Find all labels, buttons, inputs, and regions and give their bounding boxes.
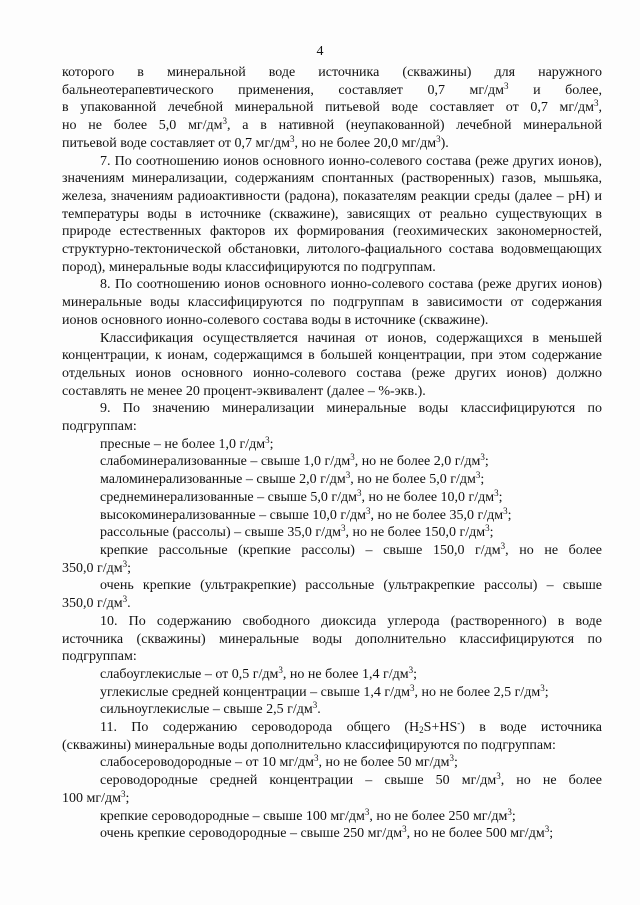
superscript: 3	[365, 505, 371, 516]
text-line: (скважины) минеральные воды дополнительно классифицируются по подгруппам:	[62, 737, 556, 753]
list-item: пресные – не более 1,0 $г/дм^3$;	[100, 434, 274, 452]
h2s-list	[62, 754, 602, 772]
superscript: 3	[503, 505, 508, 516]
superscript: 3	[120, 788, 126, 799]
superscript: 3	[290, 133, 295, 144]
subscript: 2	[419, 725, 424, 736]
superscript: 3	[504, 80, 509, 91]
superscript: 3	[356, 487, 362, 498]
list-item: сильноуглекислые – свыше 2,5 $г/дм^3$.	[100, 700, 321, 718]
superscript: 3	[475, 470, 481, 481]
superscript: 3	[122, 558, 128, 569]
list-item: крепкие сероводородные – свыше 100 $мг/дм^3$, но не более 250 $мг/дм^3$;	[100, 806, 516, 824]
mineralization-list	[62, 436, 602, 542]
superscript: 3	[122, 594, 128, 605]
text-line: сероводородные средней концентрации – свыше 50 $мг/дм^3$, но не более	[100, 771, 602, 789]
text-line: но не более 5,0 $мг/дм^3$, а в нативной (неупакованной) лечебной минеральной	[62, 116, 602, 134]
superscript: 3	[345, 470, 351, 481]
superscript: 3	[222, 116, 228, 127]
document-body	[62, 64, 602, 843]
superscript: 3	[449, 753, 454, 764]
text-line: 11. По содержанию сероводорода общего $(H_2S+HS^-)$ в воде источника	[100, 718, 603, 736]
text-line: 350,0 $г/дм^3$.	[62, 594, 131, 612]
superscript: 3	[350, 452, 355, 463]
paragraph-classification: Классификация осуществляется начиная от ионов, содержащихся в меньшей концентрации, к ионам, содержащимся в большей концентрации, при этом содержание отдельных ионов основного ионно-солевого состава (реже других ионов) должно составлять не менее 20 процент-эквивалент (далее – %-экв.).	[62, 330, 602, 399]
text-line: очень крепкие (ультракрепкие) рассольные (ультракрепкие рассолы) – свыше	[100, 578, 602, 594]
superscript: 3	[544, 824, 550, 835]
list-item: очень крепкие сероводородные – свыше 250 $мг/дм^3$, но не более 500 $мг/дм^3$;	[100, 824, 554, 842]
superscript: 3	[480, 452, 485, 463]
superscript: 3	[408, 664, 414, 675]
superscript: 3	[340, 523, 346, 534]
superscript: 3	[313, 753, 319, 764]
page-number: 4	[316, 44, 324, 59]
list-item: углекислые средней концентрации – свыше 1,4 $г/дм^3$, но не более 2,5 $г/дм^3$;	[100, 682, 549, 700]
paragraph-7: 7. По соотношению ионов основного ионно-солевого состава (реже других ионов), значениям минерализации, содержаниям спонтанных (растворенных) газов, мышьяка, железа, значениям радиоактивности (радона), показателям реакции среды (далее – pH) и температуры воды в источнике (скважине), зависящих от реально существующих в природе естественных факторов их формирования (геохимических закономерностей, структурно-тектонической обстановки, литолого-фациального состава водовмещающих пород), минеральные воды классифицируются по подгруппам.	[62, 153, 602, 275]
superscript: 3	[507, 806, 512, 817]
superscript: 3	[278, 664, 283, 675]
list-item: слабоуглекислые – от 0,5 $г/дм^3$, но не более 1,4 $г/дм^3$;	[100, 664, 417, 682]
text-line: в упакованной лечебной минеральной питьевой воде составляет от 0,7 $мг/дм^3$,	[62, 98, 602, 116]
text-line: бальнеотерапевтического применения, составляет 0,7 $мг/дм^3$ и более,	[62, 80, 602, 98]
superscript: 3	[494, 487, 499, 498]
paragraph-continuation	[62, 64, 602, 153]
paragraph-10: 10. По содержанию свободного диоксида углерода (растворенного) в воде источника (скважины) минеральные воды дополнительно классифицируются по подгруппам:	[62, 613, 602, 665]
text-line: 100 $мг/дм^3$;	[62, 788, 130, 806]
superscript: 3	[500, 540, 506, 551]
co2-list	[62, 666, 602, 719]
list-item: слабоминерализованные – свыше 1,0 $г/дм^3$, но не более 2,0 $г/дм^3$;	[100, 452, 489, 470]
text-line: крепкие рассольные (крепкие рассолы) – свыше 150,0 $г/дм^3$, но не более	[100, 540, 602, 558]
list-item: высокоминерализованные – свыше 10,0 $г/дм^3$, но не более 35,0 $г/дм^3$;	[100, 505, 512, 523]
list-item: маломинерализованные – свыше 2,0 $г/дм^3$, но не более 5,0 $г/дм^3$;	[100, 470, 485, 488]
text-line: питьевой воде составляет от 0,7 $мг/дм^3$, но не более 20,0 $мг/дм^3$).	[62, 133, 449, 151]
h2s-list-continued	[62, 808, 602, 843]
list-item-h2s-mid	[62, 772, 602, 807]
superscript: 3	[436, 133, 441, 144]
superscript: 3	[485, 523, 490, 534]
paragraph-8: 8. По соотношению ионов основного ионно-солевого состава (реже других ионов) минеральные воды классифицируются по подгруппам в зависимости от содержания ионов основного ионно-солевого состава воды в источнике (скважине).	[62, 277, 602, 328]
superscript: -	[457, 718, 461, 729]
list-item-strong-brine	[62, 542, 602, 577]
superscript: 3	[540, 682, 545, 693]
superscript: 3	[496, 771, 501, 782]
list-item: слабосероводородные – от 10 $мг/дм^3$, но не более 50 $мг/дм^3$;	[100, 753, 458, 771]
superscript: 3	[594, 98, 599, 109]
text-line: 350,0 $г/дм^3$;	[62, 558, 132, 576]
superscript: 3	[410, 682, 415, 693]
list-item: рассольные (рассолы) – свыше 35,0 $г/дм^3$, но не более 150,0 $г/дм^3$;	[100, 523, 494, 541]
superscript: 3	[402, 824, 407, 835]
superscript: 3	[265, 434, 270, 445]
paragraph-9: 9. По значению минерализации минеральные воды классифицируются по подгруппам:	[62, 401, 602, 435]
text-line: которого в минеральной воде источника (скважины) для наружного	[62, 65, 602, 80]
list-item: среднеминерализованные – свыше 5,0 $г/дм^3$, но не более 10,0 $г/дм^3$;	[100, 487, 503, 505]
paragraph-11	[62, 719, 602, 754]
superscript: 3	[312, 700, 318, 711]
list-item-ultra-brine	[62, 577, 602, 612]
superscript: 3	[364, 806, 370, 817]
